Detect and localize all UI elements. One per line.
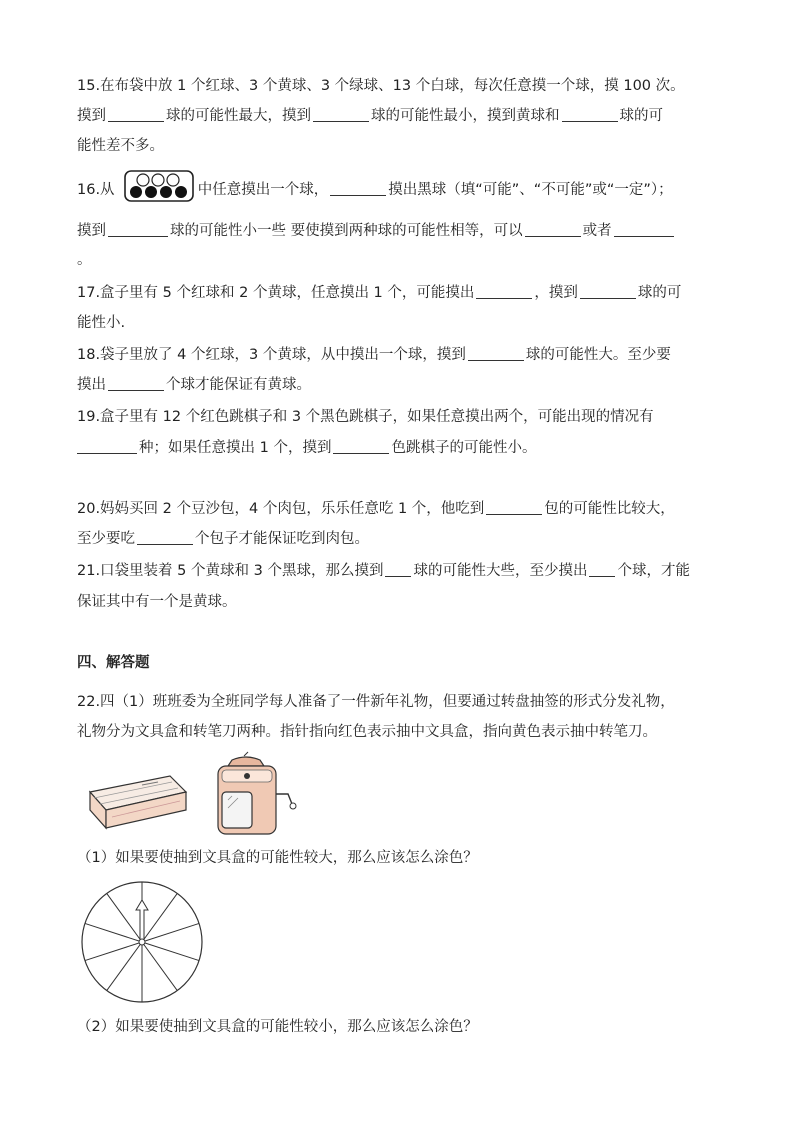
black-ball [175, 186, 187, 198]
q21-line-1: 21.口袋里装着 5 个黄球和 3 个黑球，那么摸到 球的可能性大些，至少摸出 个球，才能 [77, 563, 690, 579]
sector-divider [142, 923, 199, 942]
sector-divider [85, 942, 142, 961]
q17-line-1: 17.盒子里有 5 个红球和 2 个黄球，任意摸出 1 个，可能摸出 ，摸到 球的可 [77, 285, 682, 301]
q16-line-2: 摸到 球的可能性小一些 要使摸到两种球的可能性相等，可以 或者 [77, 221, 676, 241]
answer-blank[interactable] [525, 222, 581, 237]
q22-line-2: 礼物分为文具盒和转笔刀两种。指针指向红色表示抽中文具盒，指向黄色表示抽中转笔刀。 [77, 724, 657, 740]
answer-blank[interactable] [108, 376, 164, 391]
answer-blank[interactable] [137, 530, 193, 545]
q19-line-1: 19.盒子里有 12 个红色跳棋子和 3 个黑色跳棋子，如果任意摸出两个，可能出现的情况有 [77, 409, 654, 425]
ball-box-figure [124, 170, 196, 204]
answer-blank[interactable] [562, 107, 618, 122]
answer-blank[interactable] [385, 562, 411, 577]
q19-line-2: 种；如果任意摸出 1 个，摸到 色跳棋子的可能性小。 [77, 438, 536, 458]
pencil-sharpener-illustration [208, 752, 300, 836]
q18-line-1: 18.袋子里放了 4 个红球，3 个黄球，从中摸出一个球，摸到 球的可能性大。至少要 [77, 347, 671, 363]
q15-line-2: 摸到 球的可能性最大，摸到 球的可能性最小，摸到黄球和 球的可 [77, 108, 663, 124]
q22-sub-question-1: （1）如果要使抽到文具盒的可能性较大，那么应该怎么涂色？ [77, 850, 478, 866]
answer-blank[interactable] [468, 346, 524, 361]
answer-blank[interactable] [614, 222, 674, 237]
black-ball [160, 186, 172, 198]
q15-line-3: 能性差不多。 [77, 138, 164, 154]
q15-line-1: 15.在布袋中放 1 个红球、3 个黄球、3 个绿球、13 个白球，每次任意摸一个球，摸 100 次。 [77, 78, 685, 94]
answer-blank[interactable] [330, 181, 386, 196]
sector-divider [142, 942, 199, 961]
answer-blank[interactable] [313, 107, 369, 122]
q16-line-1: 16.从 中任意摸出一个球， 摸出黑球（填“可能”、“不可能”或“一定”）； [77, 182, 673, 198]
section-heading: 四、解答题 [77, 655, 150, 671]
q20-line-2: 至少要吃 个包子才能保证吃到肉包。 [77, 531, 369, 547]
spinner-wheel[interactable] [80, 880, 204, 1004]
answer-blank[interactable] [486, 500, 542, 515]
answer-blank[interactable] [580, 284, 636, 299]
sector-divider [142, 942, 177, 991]
white-ball [167, 174, 179, 186]
answer-blank[interactable] [77, 439, 137, 454]
pointer-arrow-icon[interactable] [136, 900, 148, 940]
answer-blank[interactable] [589, 562, 615, 577]
q16-line-3: 。 [77, 252, 92, 268]
black-ball [145, 186, 157, 198]
sector-divider [107, 893, 142, 942]
q22-sub-question-2: （2）如果要使抽到文具盒的可能性较小，那么应该怎么涂色？ [77, 1019, 478, 1035]
q17-line-2: 能性小. [77, 315, 126, 331]
answer-blank[interactable] [108, 107, 164, 122]
sector-divider [107, 942, 142, 991]
white-ball [137, 174, 149, 186]
answer-blank[interactable] [108, 222, 168, 237]
wheel-center [139, 939, 145, 945]
sector-divider [142, 893, 177, 942]
black-ball [130, 186, 142, 198]
answer-blank[interactable] [476, 284, 532, 299]
q20-line-1: 20.妈妈买回 2 个豆沙包，4 个肉包，乐乐任意吃 1 个，他吃到 包的可能性比较大， [77, 501, 675, 517]
pencil-box-illustration [82, 770, 188, 832]
q18-line-2: 摸出 个球才能保证有黄球。 [77, 377, 311, 393]
q21-line-2: 保证其中有一个是黄球。 [77, 594, 237, 610]
sector-divider [85, 923, 142, 942]
q22-line-1: 22.四（1）班班委为全班同学每人准备了一件新年礼物，但要通过转盘抽签的形式分发礼物， [77, 694, 675, 710]
answer-blank[interactable] [333, 439, 389, 454]
white-ball [152, 174, 164, 186]
